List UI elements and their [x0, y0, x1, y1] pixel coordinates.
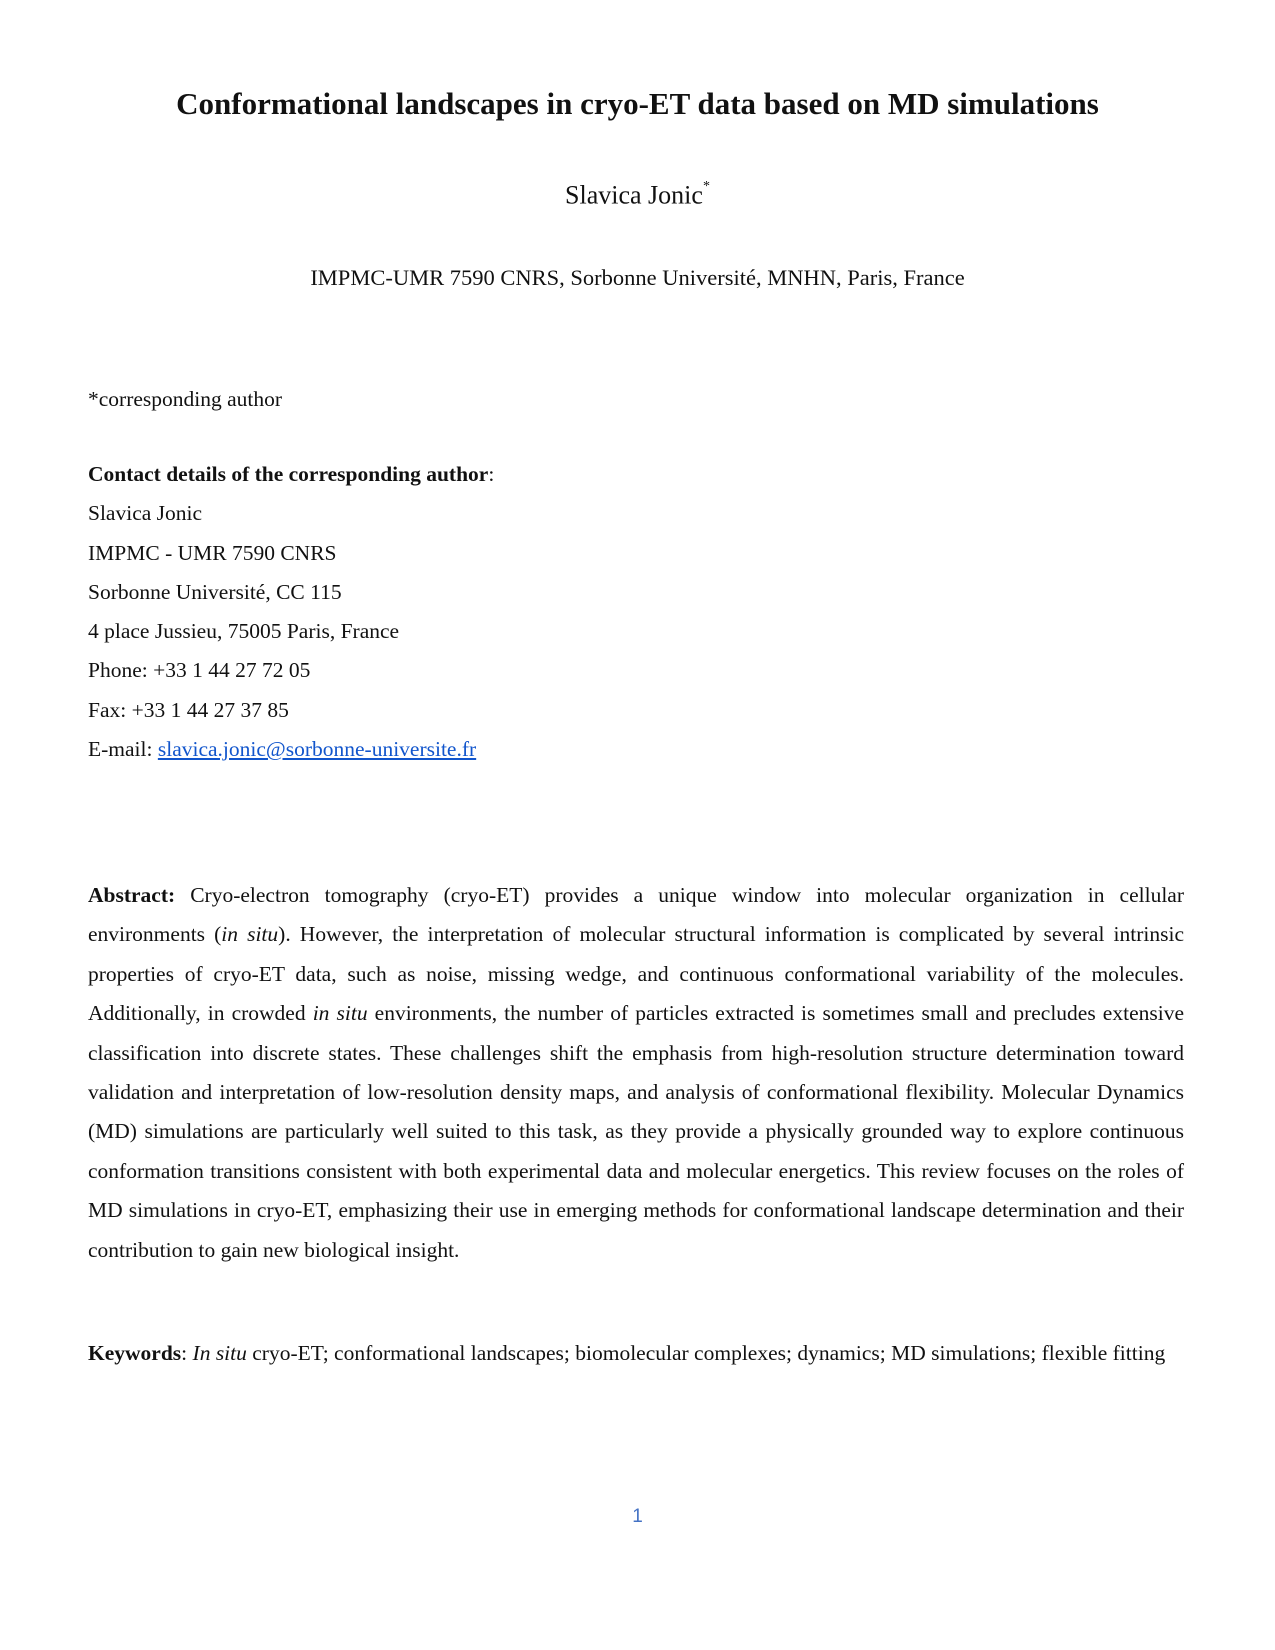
keywords-heading: Keywords: [88, 1341, 182, 1365]
contact-heading-line: [88, 459, 494, 498]
abstract-heading: Abstract:: [88, 883, 176, 907]
keywords-in-situ: In situ: [192, 1341, 247, 1365]
contact-heading: Contact details of the corresponding author: [88, 462, 489, 486]
abstract-text-2: ). However, the interpretation of molecular structural information is complicated by several intrinsic properties of cryo-ET data, such as noise, missing wedge, and continuous conformational variability of the molecules. Additionally, in crowded: [88, 922, 1184, 1026]
contact-address: 4 place Jussieu, 75005 Paris, France: [88, 619, 400, 644]
author-name: [0, 174, 1275, 213]
abstract-in-situ-1: in situ: [221, 922, 279, 947]
keywords-paragraph: [88, 1340, 1184, 1366]
email-label: E-mail:: [88, 737, 158, 762]
contact-fax: Fax: +33 1 44 27 37 85: [88, 697, 289, 722]
contact-university: Sorbonne Université, CC 115: [88, 579, 342, 604]
email-link[interactable]: slavica.jonic@sorbonne-universite.fr: [157, 737, 477, 762]
abstract-paragraph: [88, 876, 1184, 1270]
contact-details: [88, 459, 494, 773]
contact-phone: Phone: +33 1 44 27 72 05: [88, 658, 311, 683]
contact-email-line: [88, 734, 494, 773]
keywords-list: cryo-ET; conformational landscapes; biomolecular complexes; dynamics; MD simulations; flexible fitting: [246, 1341, 1166, 1365]
affiliation: IMPMC-UMR 7590 CNRS, Sorbonne Université, MNHN, Paris, France: [310, 265, 965, 290]
contact-heading-colon: :: [488, 462, 495, 486]
page-number: 1: [632, 1506, 643, 1527]
keywords-separator: :: [181, 1341, 193, 1365]
abstract-text-3: environments, the number of particles extracted is sometimes small and precludes extensive classification into discrete states. These challenges shift the emphasis from high-resolution structure determination toward validation and interpretation of low-resolution density maps, and analysis of conformational flexibility. Molecular Dynamics (MD) simulations are particularly well suited to this task, as they provide a physically grounded way to explore continuous conformation transitions consistent with both experimental data and molecular energetics. This review focuses on the roles of MD simulations in cryo-ET, emphasizing their use in emerging methods for conformational landscape determination and their contribution to gain new biological insight.: [88, 1001, 1185, 1262]
author-text: Slavica Jonic: [565, 180, 703, 210]
corresponding-mark: *: [702, 179, 710, 194]
corresponding-author-note: *corresponding author: [88, 387, 283, 411]
contact-lab: IMPMC - UMR 7590 CNRS: [88, 540, 337, 565]
contact-name: Slavica Jonic: [88, 501, 203, 526]
paper-title: Conformational landscapes in cryo-ET data based on MD simulations: [176, 86, 1099, 121]
abstract-in-situ-2: in situ: [312, 1001, 368, 1026]
abstract-text-1: Cryo-electron tomography (cryo-ET) provides a unique window into molecular organization in cellular environments (: [88, 883, 1184, 947]
